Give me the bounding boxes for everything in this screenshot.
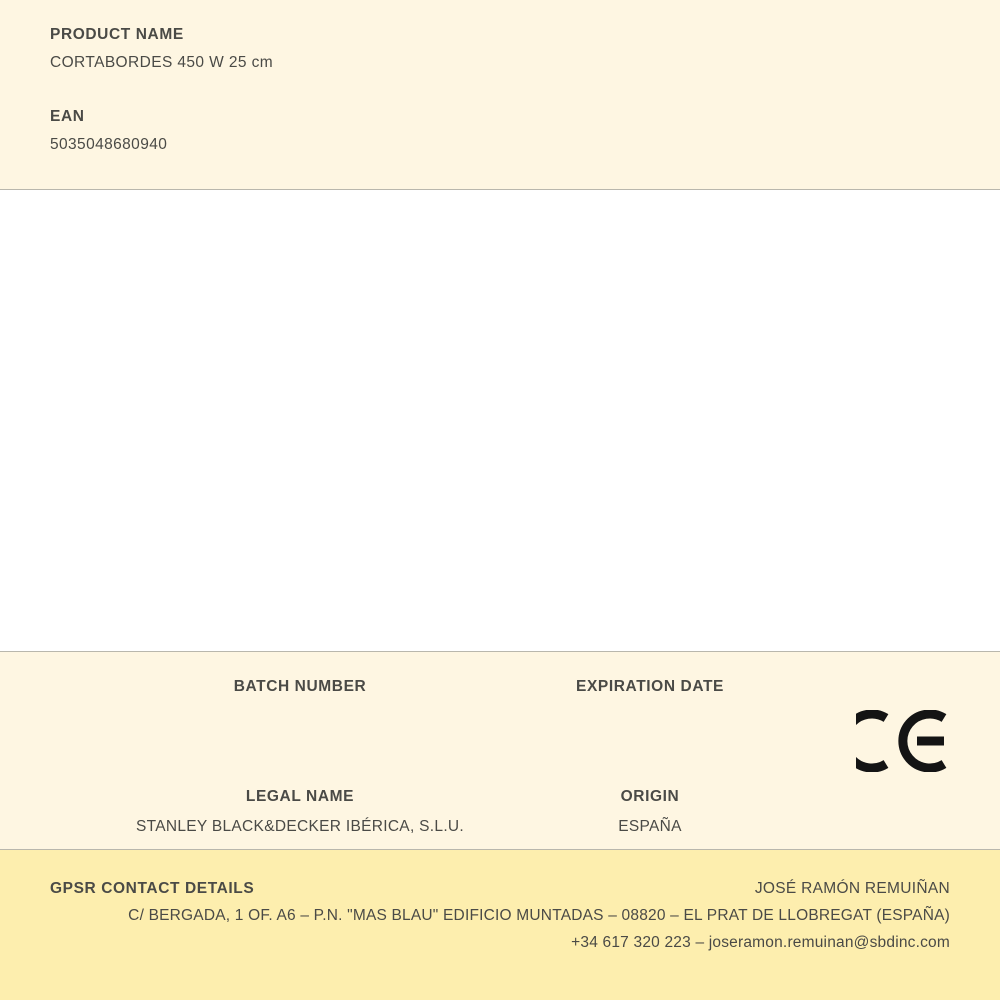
- batch-number-value: [100, 708, 500, 726]
- legal-name-group: [100, 788, 500, 836]
- legal-name-label: LEGAL NAME: [245, 788, 355, 805]
- batch-number-label: BATCH NUMBER: [233, 678, 367, 695]
- product-name-value: CORTABORDES 450 W 25 cm: [50, 54, 274, 71]
- gpsr-contact-phone-email: +34 617 320 223 – joseramon.remuinan@sbdinc.com: [571, 934, 950, 951]
- product-header-block: [0, 0, 1000, 190]
- origin-value: ESPAÑA: [618, 818, 682, 835]
- product-name-label: PRODUCT NAME: [50, 26, 184, 43]
- legal-origin-row: [0, 788, 1000, 836]
- batch-expiration-row: [0, 678, 1000, 726]
- ean-group: [50, 108, 950, 154]
- legal-name-value: STANLEY BLACK&DECKER IBÉRICA, S.L.U.: [135, 818, 465, 835]
- gpsr-contact-address: C/ BERGADA, 1 OF. A6 – P.N. "MAS BLAU" EDIFICIO MUNTADAS – 08820 – EL PRAT DE LLOBREGAT (ESPAÑA): [128, 907, 950, 924]
- batch-number-group: [100, 678, 500, 726]
- origin-group: [500, 788, 800, 836]
- gpsr-footer-block: [0, 850, 1000, 1000]
- expiration-date-label: EXPIRATION DATE: [576, 678, 724, 695]
- gpsr-contact-label: GPSR CONTACT DETAILS: [50, 880, 255, 897]
- product-name-group: [50, 26, 950, 72]
- expiration-date-group: [500, 678, 800, 726]
- gpsr-header-row: [50, 880, 950, 898]
- product-details-block: [0, 652, 1000, 850]
- ean-value: 5035048680940: [50, 136, 168, 153]
- ce-marking-icon: [856, 710, 952, 772]
- gpsr-contact-person: JOSÉ RAMÓN REMUIÑAN: [754, 880, 950, 897]
- ean-label: EAN: [50, 108, 85, 125]
- origin-label: ORIGIN: [620, 788, 680, 805]
- expiration-date-value: [500, 708, 800, 726]
- blank-image-area: [0, 190, 1000, 652]
